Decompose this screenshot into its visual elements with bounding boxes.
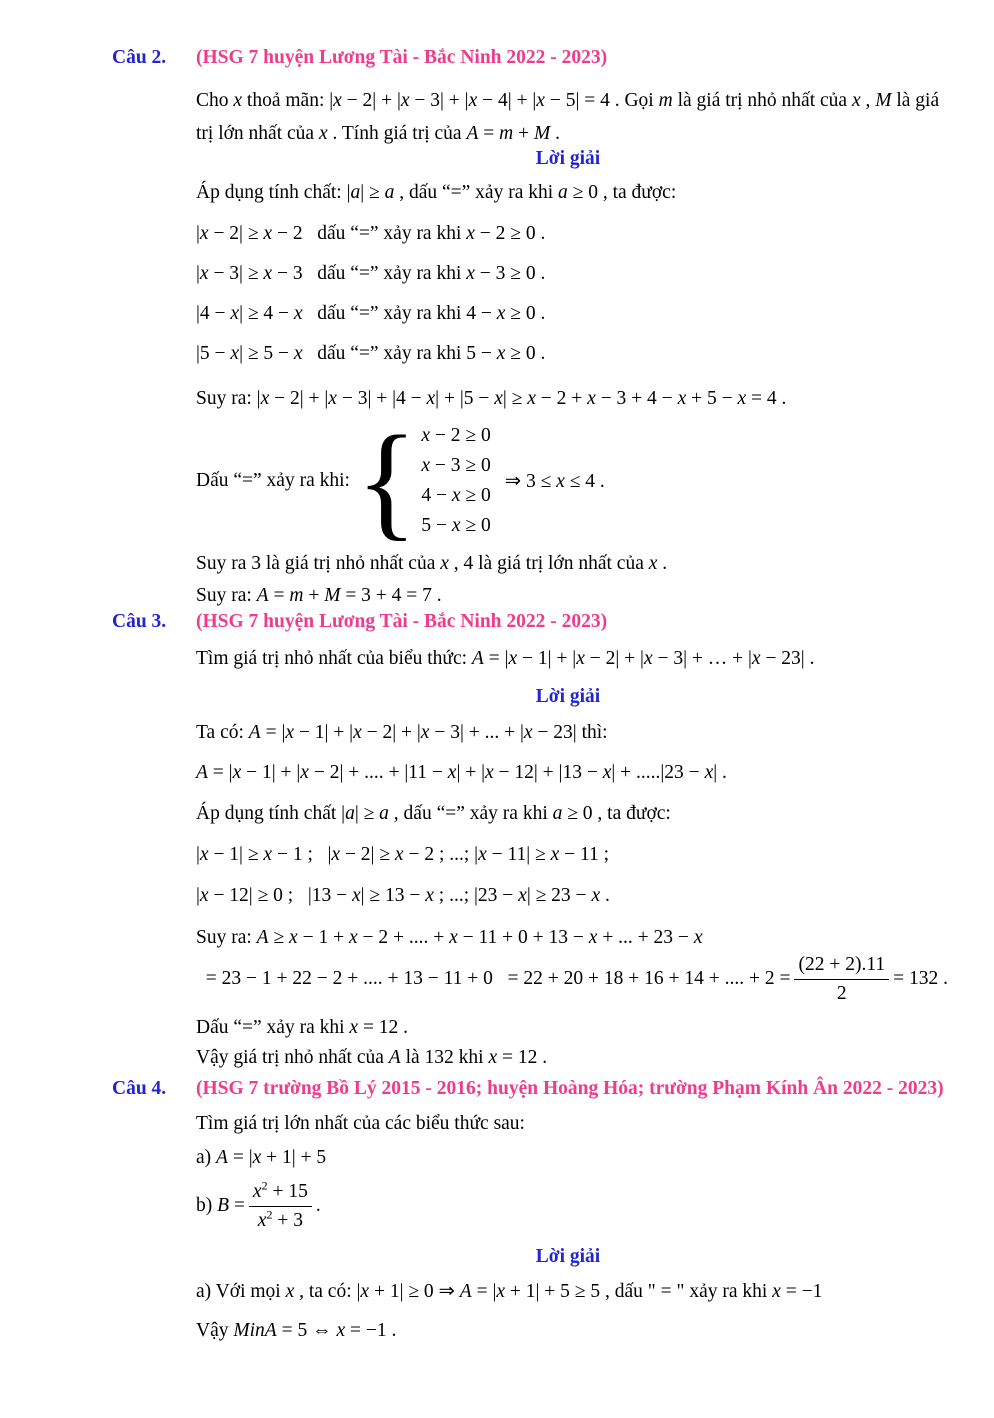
q2-line-ineq-1: |x − 2| ≥ x − 2 dấu “=” xảy ra khi x − 2 ≥ 0 . [196, 223, 546, 244]
q4-solution-heading: Lời giải [535, 1246, 601, 1267]
q2-problem-statement: Cho x thoả mãn: |x − 2| + |x − 3| + |x − 4| + |x − 5| = 4 . Gọi m là giá trị nhỏ nhất của x , M là giá trị lớn nhất của x . Tính giá trị của A = m + M . [196, 90, 940, 144]
q3-line-6: Suy ra: A ≥ x − 1 + x − 2 + .... + x − 11 + 0 + 13 − x + ... + 23 − x [196, 927, 703, 948]
question-3-source: (HSG 7 huyện Lương Tài - Bắc Ninh 2022 - 2023) [196, 611, 608, 632]
q2-solution-heading: Lời giải [535, 148, 601, 169]
q3-line-4: |x − 1| ≥ x − 1 ; |x − 2| ≥ x − 2 ; ...; |x − 11| ≥ x − 11 ; [196, 844, 610, 865]
q3-line-5: |x − 12| ≥ 0 ; |13 − x| ≥ 13 − x ; ...; |23 − x| ≥ 23 − x . [196, 885, 610, 906]
question-2-label: Câu 2. [112, 47, 167, 68]
question-2-heading [112, 47, 607, 69]
q2-line-property: Áp dụng tính chất: |a| ≥ a , dấu “=” xảy ra khi a ≥ 0 , ta được: [196, 182, 677, 203]
q3-line-8: Dấu “=” xảy ra khi x = 12 . [196, 1017, 409, 1038]
q4-solution-line-2: Vậy MinA = 5 ⇔ x = −1 . [196, 1320, 397, 1341]
q2-line-answer: Suy ra: A = m + M = 3 + 4 = 7 . [196, 585, 442, 606]
q2-system-row-2: x − 3 ≥ 0 [421, 455, 491, 476]
q3-line-2: A = |x − 1| + |x − 2| + .... + |11 − x| + |x − 12| + |13 − x| + .....|23 − x| . [196, 762, 727, 783]
q2-system-row-1: x − 2 ≥ 0 [421, 425, 491, 446]
question-4-heading [112, 1078, 944, 1100]
question-4-label: Câu 4. [112, 1078, 167, 1099]
q2-system-rows [421, 423, 490, 539]
q2-line-ineq-4: |5 − x| ≥ 5 − x dấu “=” xảy ra khi 5 − x ≥ 0 . [196, 343, 546, 364]
q3-line-7 [196, 948, 948, 1010]
q3-fraction [794, 953, 889, 1006]
q4-fraction-denominator: $x^2 + 3$ [257, 1207, 303, 1231]
q3-line-7-pre: = 23 − 1 + 22 − 2 + .... + 13 − 11 + 0 = 22 + 20 + 18 + 16 + 14 + .... + 2 = [196, 968, 791, 989]
q2-line-ineq-3: |4 − x| ≥ 4 − x dấu “=” xảy ra khi 4 − x ≥ 0 . [196, 303, 546, 324]
q4-item-b-post: . [315, 1195, 321, 1216]
curly-brace: { [355, 410, 418, 552]
question-4-source: (HSG 7 trường Bồ Lý 2015 - 2016; huyện Hoàng Hóa; trường Phạm Kính Ân 2022 - 2023) [196, 1078, 944, 1099]
q2-system-row-4: 5 − x ≥ 0 [421, 515, 491, 536]
q3-line-1: Ta có: A = |x − 1| + |x − 2| + |x − 3| + ... + |x − 23| thì: [196, 722, 608, 743]
question-3-heading [112, 611, 607, 633]
q3-solution-heading: Lời giải [535, 686, 601, 707]
q3-fraction-numerator: (22 + 2).11 [794, 953, 889, 980]
q2-line-sum: Suy ra: |x − 2| + |x − 3| + |4 − x| + |5 − x| ≥ x − 2 + x − 3 + 4 − x + 5 − x = 4 . [196, 388, 787, 409]
q3-line-7-post: = 132 . [893, 968, 948, 989]
q2-system-line [196, 410, 605, 552]
q3-fraction-denominator: 2 [836, 982, 847, 1004]
q4-fraction [249, 1180, 312, 1233]
q4-solution-line-1: a) Với mọi x , ta có: |x + 1| ≥ 0 ⇒ A = |x + 1| + 5 ≥ 5 , dấu " = " xảy ra khi x = −1 [196, 1281, 823, 1302]
q2-system-result: ⇒ 3 ≤ x ≤ 4 . [504, 471, 605, 492]
q4-item-a: a) A = |x + 1| + 5 [196, 1147, 327, 1168]
q4-fraction-numerator: $x^2 + 15$ [249, 1180, 312, 1207]
q2-line-ineq-2: |x − 3| ≥ x − 3 dấu “=” xảy ra khi x − 3 ≥ 0 . [196, 263, 546, 284]
q3-line-9: Vậy giá trị nhỏ nhất của A là 132 khi x = 12 . [196, 1047, 548, 1068]
q2-line-minmax: Suy ra 3 là giá trị nhỏ nhất của x , 4 là giá trị lớn nhất của x . [196, 553, 668, 574]
q4-problem-statement: Tìm giá trị lớn nhất của các biểu thức sau: [196, 1113, 525, 1134]
question-3-label: Câu 3. [112, 611, 167, 632]
q4-item-b [196, 1176, 321, 1236]
q2-system-prefix: Dấu “=” xảy ra khi: [196, 470, 350, 491]
q3-problem-statement: Tìm giá trị nhỏ nhất của biểu thức: A = |x − 1| + |x − 2| + |x − 3| + … + |x − 23| . [196, 648, 815, 669]
question-2-source: (HSG 7 huyện Lương Tài - Bắc Ninh 2022 - 2023) [196, 47, 608, 68]
q4-item-b-pre: b) B = [196, 1195, 245, 1216]
q3-line-3: Áp dụng tính chất |a| ≥ a , dấu “=” xảy ra khi a ≥ 0 , ta được: [196, 803, 671, 824]
q2-system-row-3: 4 − x ≥ 0 [421, 485, 491, 506]
